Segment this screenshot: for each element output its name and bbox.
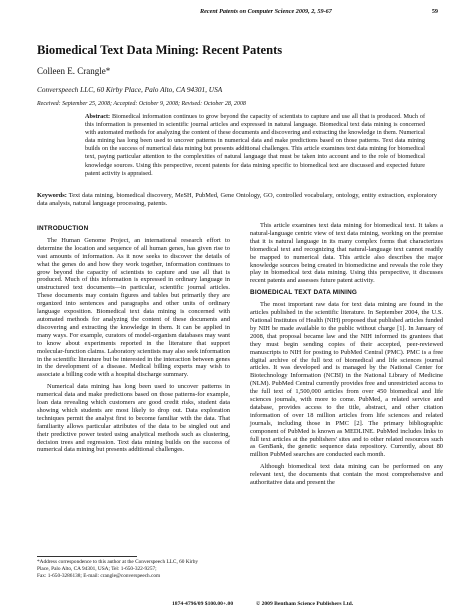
abstract-label: Abstract: — [85, 113, 111, 120]
right-column — [250, 222, 443, 491]
correspondence-footnote — [37, 559, 237, 580]
footnote-line: Fax: 1-650-3286138; E-mail: crangle@converspeech.com — [37, 573, 161, 579]
article-title: Biomedical Text Data Mining: Recent Patents — [37, 43, 283, 57]
keywords-label: Keywords: — [37, 192, 67, 199]
article-author: Colleen E. Crangle* — [37, 66, 111, 76]
abstract — [85, 113, 425, 178]
article-dates: Received: September 25, 2008; Accepted: October 9, 2008; Revised: October 28, 2008 — [37, 101, 246, 107]
footnote-divider — [37, 556, 137, 557]
body-paragraph: Numerical data mining has long been used to uncover patterns in numerical data and make predictions based on those patterns-for example, loan data revealing which customers are good credit risks, student data showing which students are most likely to drop out. Data exploration techniques permit the analyst first to become familiar with the data. That familiarity allows particular attributes of the data to be singled out and their predictive power tested using analytical methods such as clustering, decision trees and regression. Text data mining builds on the success of numerical data mining but presents additional challenges. — [37, 383, 230, 454]
footnote-line: *Address correspondence to this author at the Converspeech LLC, 60 Kirby — [37, 559, 199, 565]
body-paragraph: The Human Genome Project, an international research effort to determine the location and sequence of all human genes, has given rise to vast amounts of information. As it now seeks to discover the details of what the genes do and how they work together, information continues to grow beyond the capacity of scientists to capture and use all that is produced. Much of this information is expressed in ordinary language in unstructured text documents—in particular, scientific journal articles. These documents may contain figures and tables but primarily they are organized into sentences and paragraphs and other units of ordinary language exposition. Biomedical text data mining is concerned with automated methods for analyzing the content of these documents and discovering and extracting the knowledge in them. It can be applied in many ways. For example, curators of model-organism databases may want to know about experiments reported in the literature that support molecular-function claims. Laboratory scientists may also seek information in the scientific literature but be interested in the interaction between genes in the development of a disease. Medical billing experts may wish to associate a billing code with a hospital discharge summary. — [37, 236, 230, 379]
issn-price: 1874-4796/09 $100.00+.00 — [172, 601, 234, 607]
body-paragraph: This article examines text data mining for biomedical text. It takes a natural-language centric view of text data mining, working on the premise that it is natural language in its many complex forms that characterizes biomedical text and recognizing that natural-language text cannot readily be mapped to numerical data. This article also describes the major knowledge sources being created in biomedicine and reveals the role they play in biomedical text data mining. Using this perspective, it discusses recent patents and assesses future patent activity. — [250, 222, 443, 285]
body-paragraph: Although biomedical text data mining can be performed on any relevant text, the documents that contain the most comprehensive and authoritative data and present the — [250, 463, 443, 487]
section-heading-biomedical-text-data-mining: BIOMEDICAL TEXT DATA MINING — [250, 289, 358, 297]
author-affiliation: Converspeech LLC, 60 Kirby Place, Palo Alto, CA 94301, USA — [37, 85, 223, 94]
footnote-line: Place, Palo Alto, CA 94301, USA; Tel: 1-650-322-9257; — [37, 566, 157, 572]
section-heading-introduction: INTRODUCTION — [37, 225, 89, 232]
page-number: 59 — [431, 8, 438, 15]
keywords — [37, 192, 437, 209]
keywords-text: Text data mining, biomedical discovery, MeSH, PubMed, Gene Ontology, GO, controlled vocabulary, ontology, entity extraction, exploratory data analysis, natural language processing, patents. — [37, 192, 437, 208]
copyright: © 2009 Bentham Science Publishers Ltd. — [256, 601, 354, 607]
left-column — [37, 222, 230, 458]
abstract-text: Biomedical information continues to grow beyond the capacity of scientists to capture and use all that is produced. Much of this information is presented in scientific journal articles and expressed in natural language. Biomedical text data mining is concerned with automated methods for analyzing the content of these documents and discovering and extracting the knowledge in them. Numerical data mining has long been used to uncover patterns in numerical data and make predictions based on those patterns. Text data mining builds on the success of numerical data mining but presents additional challenges. This article examines text data mining for biomedical text, paying particular attention to the complexities of natural language that must be taken into account and to the role of biomedical knowledge sources. Using this perspective, recent patents for data mining specific to biomedical text are discussed and expected future patent activity is appraised. — [85, 113, 426, 177]
body-paragraph: The most important raw data for text data mining are found in the articles published in the scientific literature. In September 2004, the U.S. National Institutes of Health (NIH) proposed that published articles funded by NIH be made available to the public without charge [1]. In January of 2008, that proposal became law and the NIH informed its grantees that they must begin sending copies of their accepted, peer-reviewed manuscripts to NIH for posting to PubMed Central (PMC). PMC is a free digital archive of the full text of biomedical and life sciences journal articles. It was developed and is managed by the National Center for Biotechnology Information (NCBI) in the National Library of Medicine (NLM). PubMed Central currently provides free and unrestricted access to the full text of 1,500,000 articles from over 450 biomedical and life sciences journals, with more to come. PubMed, a related service and database, provides access to the title, abstract, and other citation information of over 18 million articles from life sciences and related journals, including those in PMC [2]. The primary bibliographic component of PubMed is known as MEDLINE. PubMed includes links to full text articles at the publishers' sites and to other related resources such as GenBank, the genetic sequence data repository. Currently, about 80 million PubMed searches are conducted each month. — [250, 301, 443, 459]
journal-citation: Recent Patents on Computer Science 2009, 2, 59-67 — [200, 8, 332, 15]
